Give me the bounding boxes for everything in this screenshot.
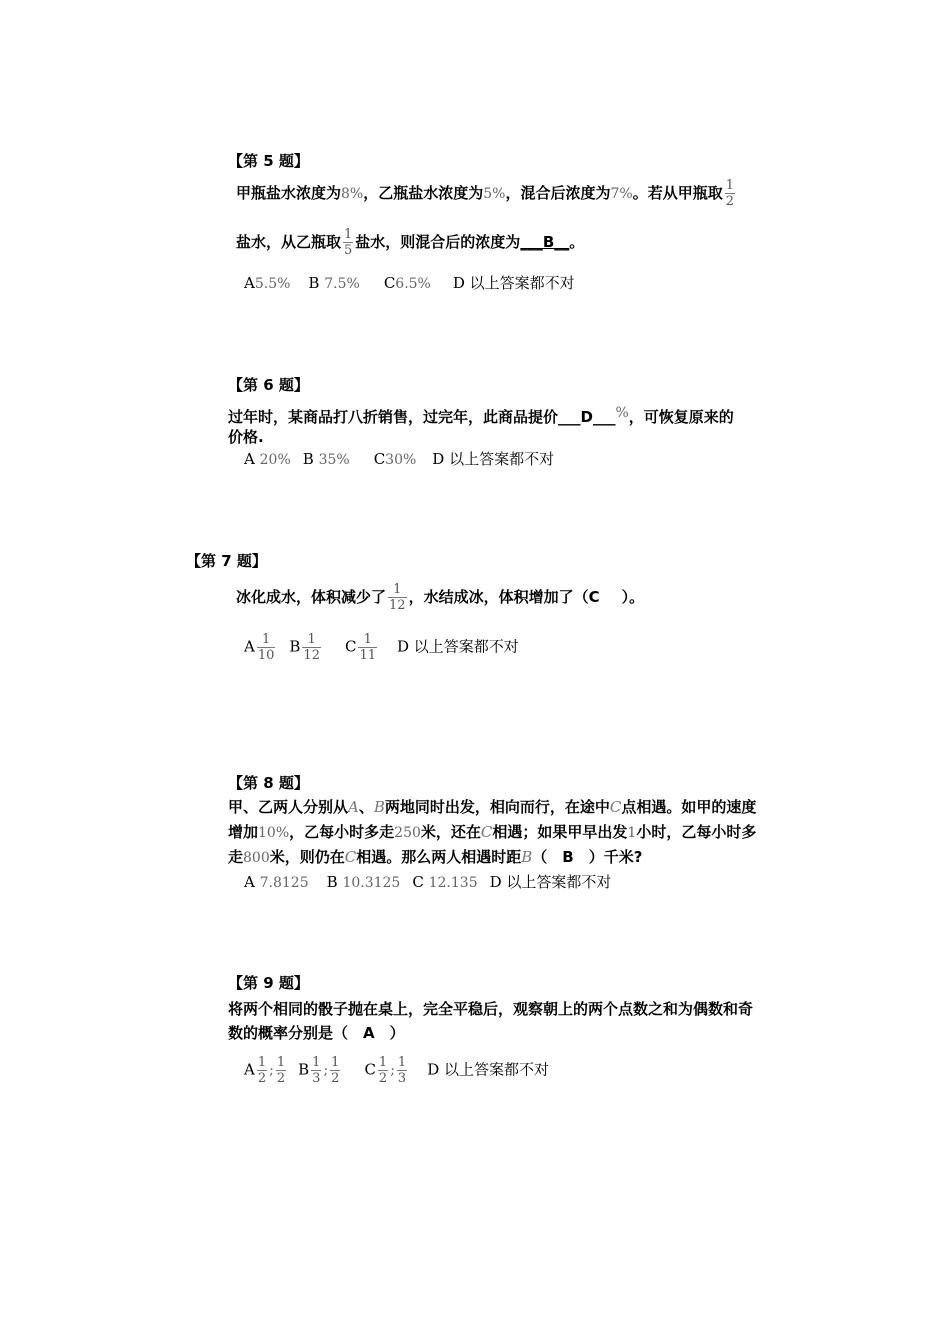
q9-line2: 数的概率分别是（ A ） <box>228 1024 405 1042</box>
option-a-value: 7.8125 <box>259 875 309 891</box>
option-b-fraction: $\frac{1}{2}$ <box>331 1055 340 1086</box>
q8-var: C <box>344 848 357 866</box>
q7-fraction: $\frac{1}{12}$ <box>389 582 406 613</box>
q8-var: C <box>480 823 493 841</box>
option-b: B <box>302 450 314 468</box>
q7-options <box>244 632 519 663</box>
q8-text: 增加 <box>228 823 259 841</box>
q8-value: 250 <box>394 825 421 841</box>
q5-text: ，乙瓶盐水浓度为 <box>363 184 484 202</box>
q6-line2: 价格. <box>228 428 264 446</box>
option-d: D 以上答案都不对 <box>432 450 555 468</box>
q7-text: 冰化成水，体积减少了 <box>236 588 387 606</box>
option-a: A <box>244 450 255 468</box>
option-a-fraction: $\frac{1}{10}$ <box>257 632 275 663</box>
q8-options <box>244 871 611 894</box>
q8-text: 两地同时出发，相向而行，在途中 <box>384 798 610 816</box>
option-a: A <box>244 1060 255 1079</box>
q5-text: 。 <box>569 233 585 251</box>
option-c: C <box>412 873 424 891</box>
q8-text: 甲、乙两人分别从 <box>228 798 349 816</box>
option-c-value: 6.5% <box>395 276 431 292</box>
q7-text: ，水结成冰，体积增加了（ <box>408 588 589 606</box>
q8-value: 10% <box>258 825 290 841</box>
option-b-value: 10.3125 <box>342 875 401 891</box>
option-c-fraction: $\frac{1}{3}$ <box>397 1055 407 1086</box>
separator: ; <box>390 1062 395 1079</box>
q9-line1: 将两个相同的骰子抛在桌上，完全平稳后，观察朝上的两个点数之和为偶数和奇 <box>228 1000 754 1018</box>
q5-line1 <box>236 178 737 209</box>
q5-text: 盐水，从乙瓶取 <box>236 233 342 251</box>
option-a: A <box>244 637 255 656</box>
q5-line2 <box>236 227 584 258</box>
q8-text: 米，还在 <box>420 823 481 841</box>
q5-options <box>244 272 575 295</box>
q5-text: 盐水，则混合后的浓度为 <box>355 233 521 251</box>
option-a: A <box>244 873 255 891</box>
q6-options <box>244 448 554 471</box>
q5-fraction: $\frac{1}{5}$ <box>344 227 353 258</box>
option-c: C <box>373 450 386 468</box>
q8-text: 相遇；如果甲早出发 <box>492 823 628 841</box>
option-b-value: 7.5% <box>324 276 360 292</box>
q5-answer: ___B__ <box>520 233 570 251</box>
q8-line1 <box>228 796 756 818</box>
option-a-value: 20% <box>259 452 291 468</box>
q6-answer: ___D___ <box>558 408 616 426</box>
option-a-fraction: $\frac{1}{2}$ <box>276 1055 286 1086</box>
q8-text: 、 <box>358 798 374 816</box>
q6-text: ，可恢复原来的 <box>628 408 734 426</box>
option-a-value: 5.5% <box>254 276 291 292</box>
option-b: B <box>326 873 338 891</box>
q8-var: C <box>609 798 622 816</box>
q6-line1 <box>228 402 734 428</box>
q5-title: 【第 5 题】 <box>228 152 309 170</box>
option-c: C <box>383 274 396 292</box>
option-b: B <box>289 637 301 656</box>
q8-text: 走 <box>228 848 244 866</box>
q7-text: ）。 <box>621 588 645 606</box>
q8-text: ，乙每小时多走 <box>289 823 395 841</box>
q5-fraction: $\frac{1}{2}$ <box>725 178 734 209</box>
q8-value: 800 <box>243 850 270 866</box>
option-c: C <box>364 1060 376 1079</box>
option-c-fraction: $\frac{1}{2}$ <box>378 1055 388 1086</box>
option-c: C <box>344 637 357 656</box>
q8-text: 点相遇。如甲的速度 <box>621 798 757 816</box>
q8-value: 1 <box>627 825 637 841</box>
option-c-value: 12.135 <box>428 875 478 891</box>
q8-line3 <box>228 846 642 869</box>
q5-text: 甲瓶盐水浓度为 <box>236 184 342 202</box>
option-b-value: 35% <box>318 452 350 468</box>
q8-text: 相遇。那么两人相遇时距 <box>356 848 522 866</box>
q8-line2 <box>228 821 756 844</box>
separator: ; <box>269 1062 274 1079</box>
option-d: D 以上答案都不对 <box>427 1060 549 1079</box>
option-b: B <box>308 274 320 292</box>
q8-text: （ B ）千米? <box>532 848 643 866</box>
option-d: D 以上答案都不对 <box>452 274 575 292</box>
q5-value: 5% <box>483 186 506 202</box>
option-b-fraction: $\frac{1}{12}$ <box>303 632 320 663</box>
q8-text: 米，则仍在 <box>269 848 345 866</box>
q7-title: 【第 7 题】 <box>186 552 267 570</box>
option-c-value: 30% <box>385 452 417 468</box>
q8-text: 小时，乙每小时多 <box>636 823 757 841</box>
q6-text: 过年时，某商品打八折销售，过完年，此商品提价 <box>228 408 559 426</box>
option-a: A <box>244 274 255 292</box>
q5-value: 7% <box>610 186 633 202</box>
option-c-fraction: $\frac{1}{11}$ <box>359 632 376 663</box>
option-b: B <box>298 1060 310 1079</box>
option-d: D 以上答案都不对 <box>397 637 519 656</box>
q9-options <box>244 1055 549 1086</box>
q5-text: ，混合后浓度为 <box>505 184 611 202</box>
q5-value: 8% <box>341 186 364 202</box>
q7-line1 <box>236 582 644 613</box>
option-a-fraction: $\frac{1}{2}$ <box>257 1055 267 1086</box>
q9-title: 【第 9 题】 <box>228 974 309 992</box>
q8-var: A <box>348 798 359 816</box>
option-b-fraction: $\frac{1}{3}$ <box>312 1055 321 1086</box>
q6-percent: % <box>615 405 629 421</box>
q6-title: 【第 6 题】 <box>228 376 309 394</box>
q5-text: 。若从甲瓶取 <box>632 184 723 202</box>
q7-answer: C <box>588 588 600 606</box>
q8-var: B <box>373 798 385 816</box>
option-d: D 以上答案都不对 <box>489 873 612 891</box>
q8-var: B <box>521 848 533 866</box>
separator: ; <box>323 1062 329 1079</box>
q8-title: 【第 8 题】 <box>228 774 309 792</box>
